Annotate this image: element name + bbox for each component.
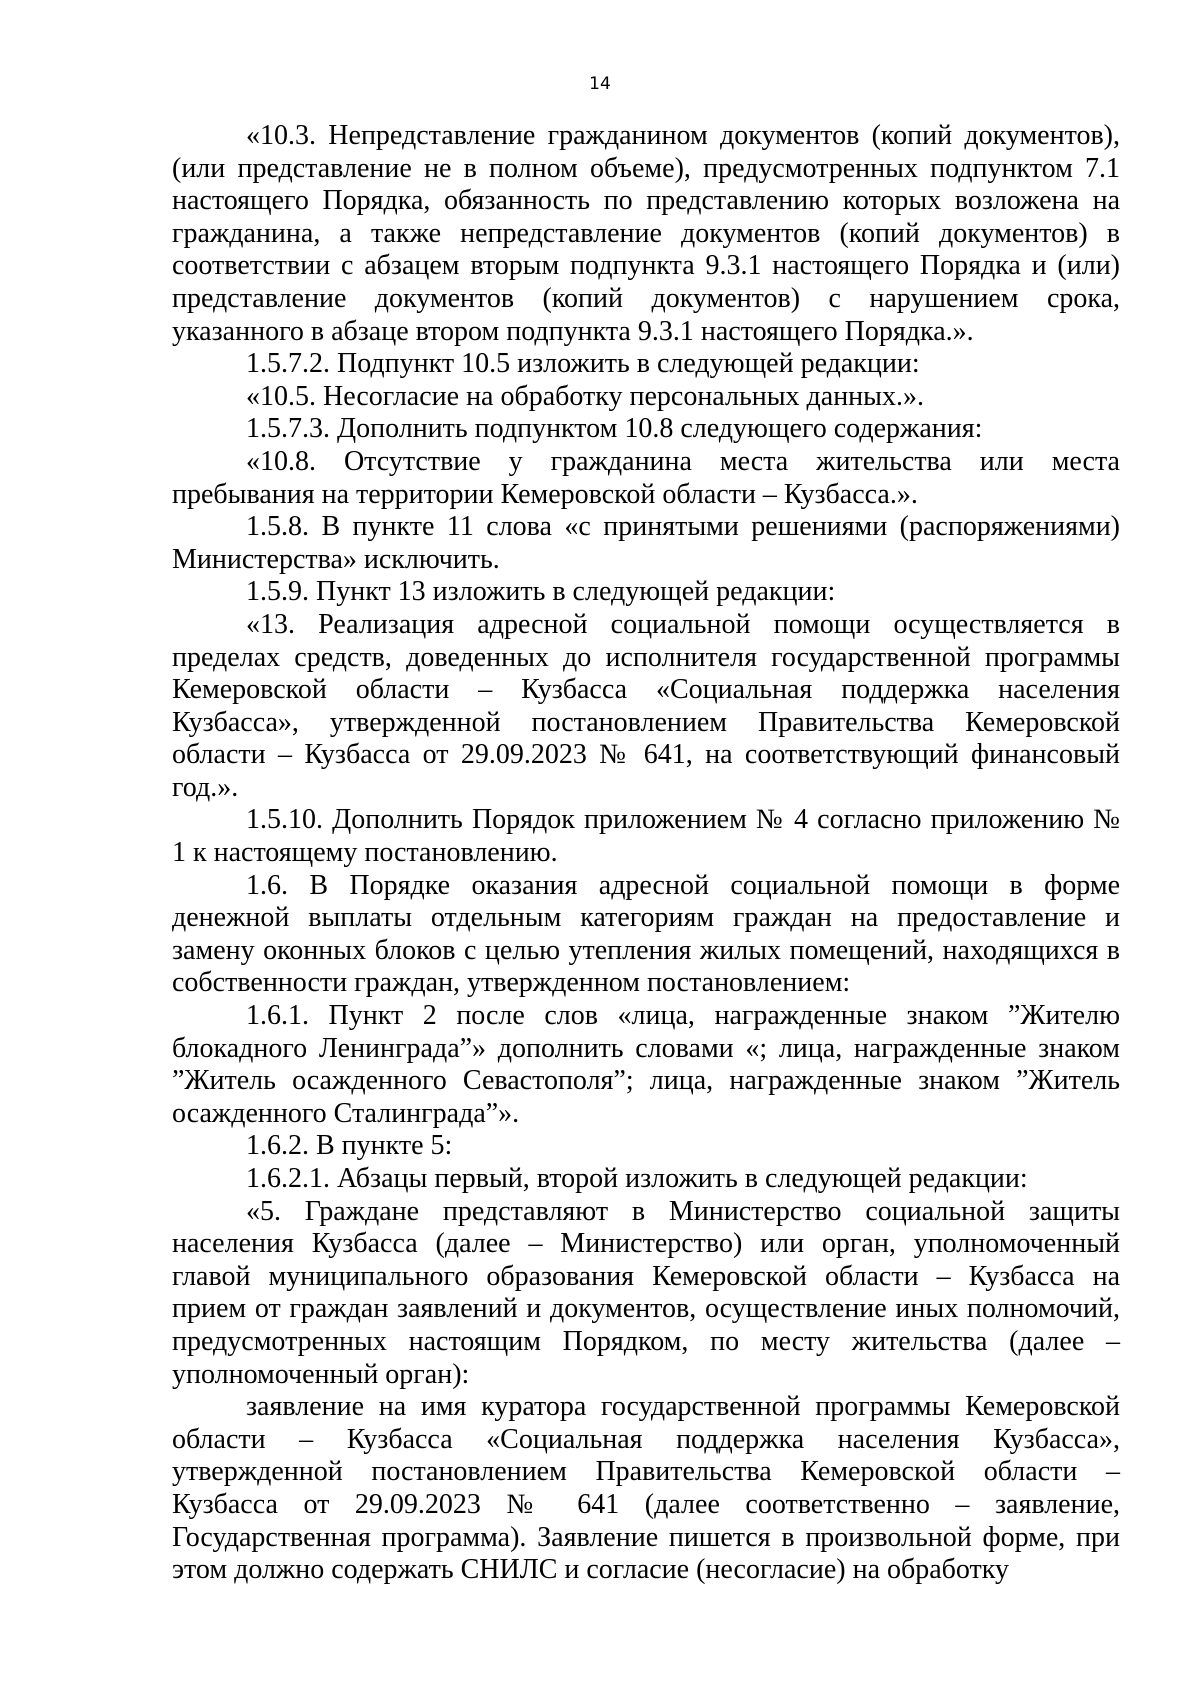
- page-number: 14: [589, 74, 611, 94]
- paragraph-1-6-1: 1.6.1. Пункт 2 после слов «лица, награжденные знаком ”Жителю блокадного Ленинграда”» дополнить словами «; лица, награжденные знаком ”Житель осажденного Севастополя”; лица, награжденные знаком ”Житель осажденного Сталинграда”».: [172, 1000, 1120, 1129]
- paragraph-1-6-2-1: 1.6.2.1. Абзацы первый, второй изложить в следующей редакции:: [246, 1163, 1028, 1194]
- paragraph-1-5-10: 1.5.10. Дополнить Порядок приложением № 4 согласно приложению № 1 к настоящему постановлению.: [172, 804, 1120, 869]
- paragraph-1-5-9: 1.5.9. Пункт 13 изложить в следующей редакции:: [246, 576, 836, 608]
- document-body: [172, 120, 1120, 1587]
- paragraph-1-5-8: 1.5.8. В пункте 11 слова «с принятыми решениями (распоряжениями) Министерства» исключить.: [172, 511, 1120, 575]
- paragraph-10-3: «10.3. Непредставление гражданином документов (копий документов), (или представление не в полном объеме), предусмотренных подпунктом 7.1 настоящего Порядка, обязанность по представлению которых возложена на гражданина, а также непредставление документов (копий документов) в соответствии с абзацем вторым подпункта 9.3.1 настоящего Порядка и (или) представление документов (копий документов) с нарушением срока, указанного в абзаце втором подпункта 9.3.1 настоящего Порядка.».: [172, 120, 1120, 347]
- paragraph-10-8: «10.8. Отсутствие у гражданина места жительства или места пребывания на территории Кемеровской области – Кузбасса.».: [172, 445, 1120, 510]
- paragraph-13: «13. Реализация адресной социальной помощи осуществляется в пределах средств, доведенных до исполнителя государственной программы Кемеровской области – Кузбасса «Социальная поддержка населения Кузбасса», утвержденной постановлением Правительства Кемеровской области – Кузбасса от 29.09.2023 № 641, на соответствующий финансовый год.».: [172, 608, 1120, 803]
- paragraph-application: заявление на имя куратора государственной программы Кемеровской области – Кузбасса «Социальная поддержка населения Кузбасса», утвержденной постановлением Правительства Кемеровской области – Кузбасса от 29.09.2023 № 641 (далее соответственно – заявление, Государственная программа). Заявление пишется в произвольной форме, при этом должно содержать СНИЛС и согласие (несогласие) на обработку: [172, 1391, 1120, 1586]
- paragraph-5: «5. Граждане представляют в Министерство социальной защиты населения Кузбасса (далее – Министерство) или орган, уполномоченный главой муниципального образования Кемеровской области – Кузбасса на прием от граждан заявлений и документов, осуществление иных полномочий, предусмотренных настоящим Порядком, по месту жительства (далее – уполномоченный орган):: [172, 1195, 1120, 1390]
- paragraph-1-5-7-3: 1.5.7.3. Дополнить подпунктом 10.8 следующего содержания:: [246, 413, 983, 445]
- paragraph-1-6-2: 1.6.2. В пункте 5:: [246, 1130, 453, 1162]
- paragraph-1-5-7-2: 1.5.7.2. Подпункт 10.5 изложить в следующей редакции:: [246, 348, 920, 380]
- paragraph-10-5: «10.5. Несогласие на обработку персональных данных.».: [246, 380, 924, 412]
- paragraph-1-6: 1.6. В Порядке оказания адресной социальной помощи в форме денежной выплаты отдельным категориям граждан на предоставление и замену оконных блоков с целью утепления жилых помещений, находящихся в собственности граждан, утвержденном постановлением:: [172, 869, 1120, 999]
